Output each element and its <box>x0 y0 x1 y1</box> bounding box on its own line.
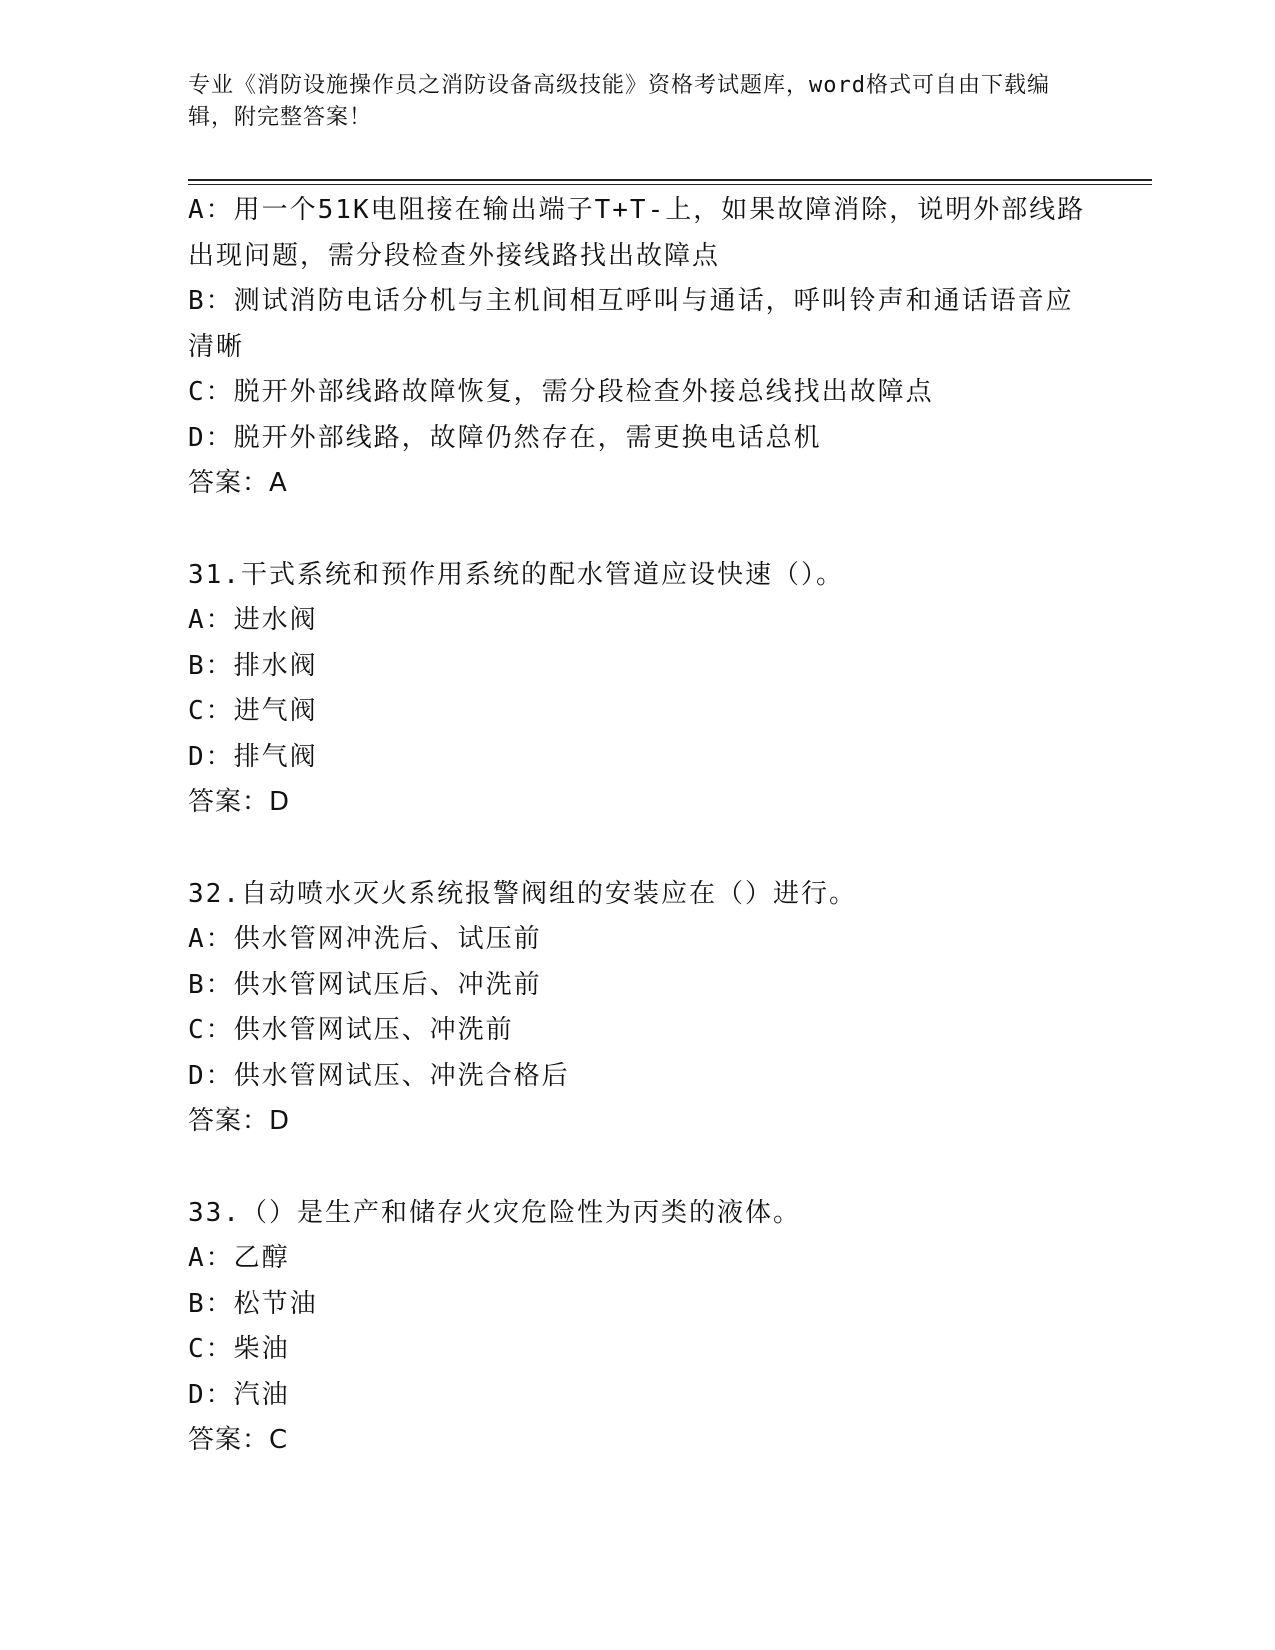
option-c: C：供水管网试压、冲洗前 <box>188 1015 514 1045</box>
document-header: 专业《消防设施操作员之消防设备高级技能》资格考试题库，word格式可自由下载编辑，附完整答案！ <box>188 73 1050 130</box>
option-d: D：排气阀 <box>188 741 318 772</box>
answer-line: 答案：D <box>188 1106 291 1136</box>
question-content <box>188 188 1088 1464</box>
option-b: B：松节油 <box>188 1288 318 1319</box>
option-c: C：脱开外部线路故障恢复，需分段检查外接总线找出故障点 <box>188 377 934 407</box>
question-stem: 33.（）是生产和储存火灾危险性为丙类的液体。 <box>188 1197 801 1228</box>
question-stem: 32.自动喷水灭火系统报警阀组的安装应在（）进行。 <box>188 878 857 909</box>
option-c: C：进气阀 <box>188 696 318 726</box>
answer-line: 答案：A <box>188 468 288 498</box>
option-b: B：排水阀 <box>188 650 318 681</box>
option-a: A：乙醇 <box>188 1243 290 1273</box>
answer-line: 答案：D <box>188 787 291 817</box>
header-divider <box>188 179 1152 181</box>
question-block-32 <box>188 872 1088 1145</box>
option-d: D：脱开外部线路，故障仍然存在，需更换电话总机 <box>188 422 822 453</box>
option-d: D：供水管网试压、冲洗合格后 <box>188 1060 570 1091</box>
option-d: D：汽油 <box>188 1379 290 1410</box>
option-b: B：供水管网试压后、冲洗前 <box>188 969 542 1000</box>
spacer <box>188 826 1088 872</box>
spacer <box>188 1145 1088 1191</box>
question-block-31 <box>188 553 1088 826</box>
question-block-33 <box>188 1191 1088 1464</box>
partial-question-block <box>188 188 1088 507</box>
question-stem: 31.干式系统和预作用系统的配水管道应设快速（）。 <box>188 559 844 590</box>
option-a: A：用一个51K电阻接在输出端子T+T-上，如果故障消除，说明外部线路出现问题，需分段检查外接线路找出故障点 <box>188 195 1086 271</box>
option-c: C：柴油 <box>188 1334 290 1364</box>
option-a: A：进水阀 <box>188 605 318 635</box>
option-a: A：供水管网冲洗后、试压前 <box>188 924 542 954</box>
header-divider-thin <box>188 184 1152 185</box>
answer-line: 答案：C <box>188 1425 289 1455</box>
option-b: B：测试消防电话分机与主机间相互呼叫与通话，呼叫铃声和通话语音应清晰 <box>188 286 1074 362</box>
spacer <box>188 507 1088 553</box>
